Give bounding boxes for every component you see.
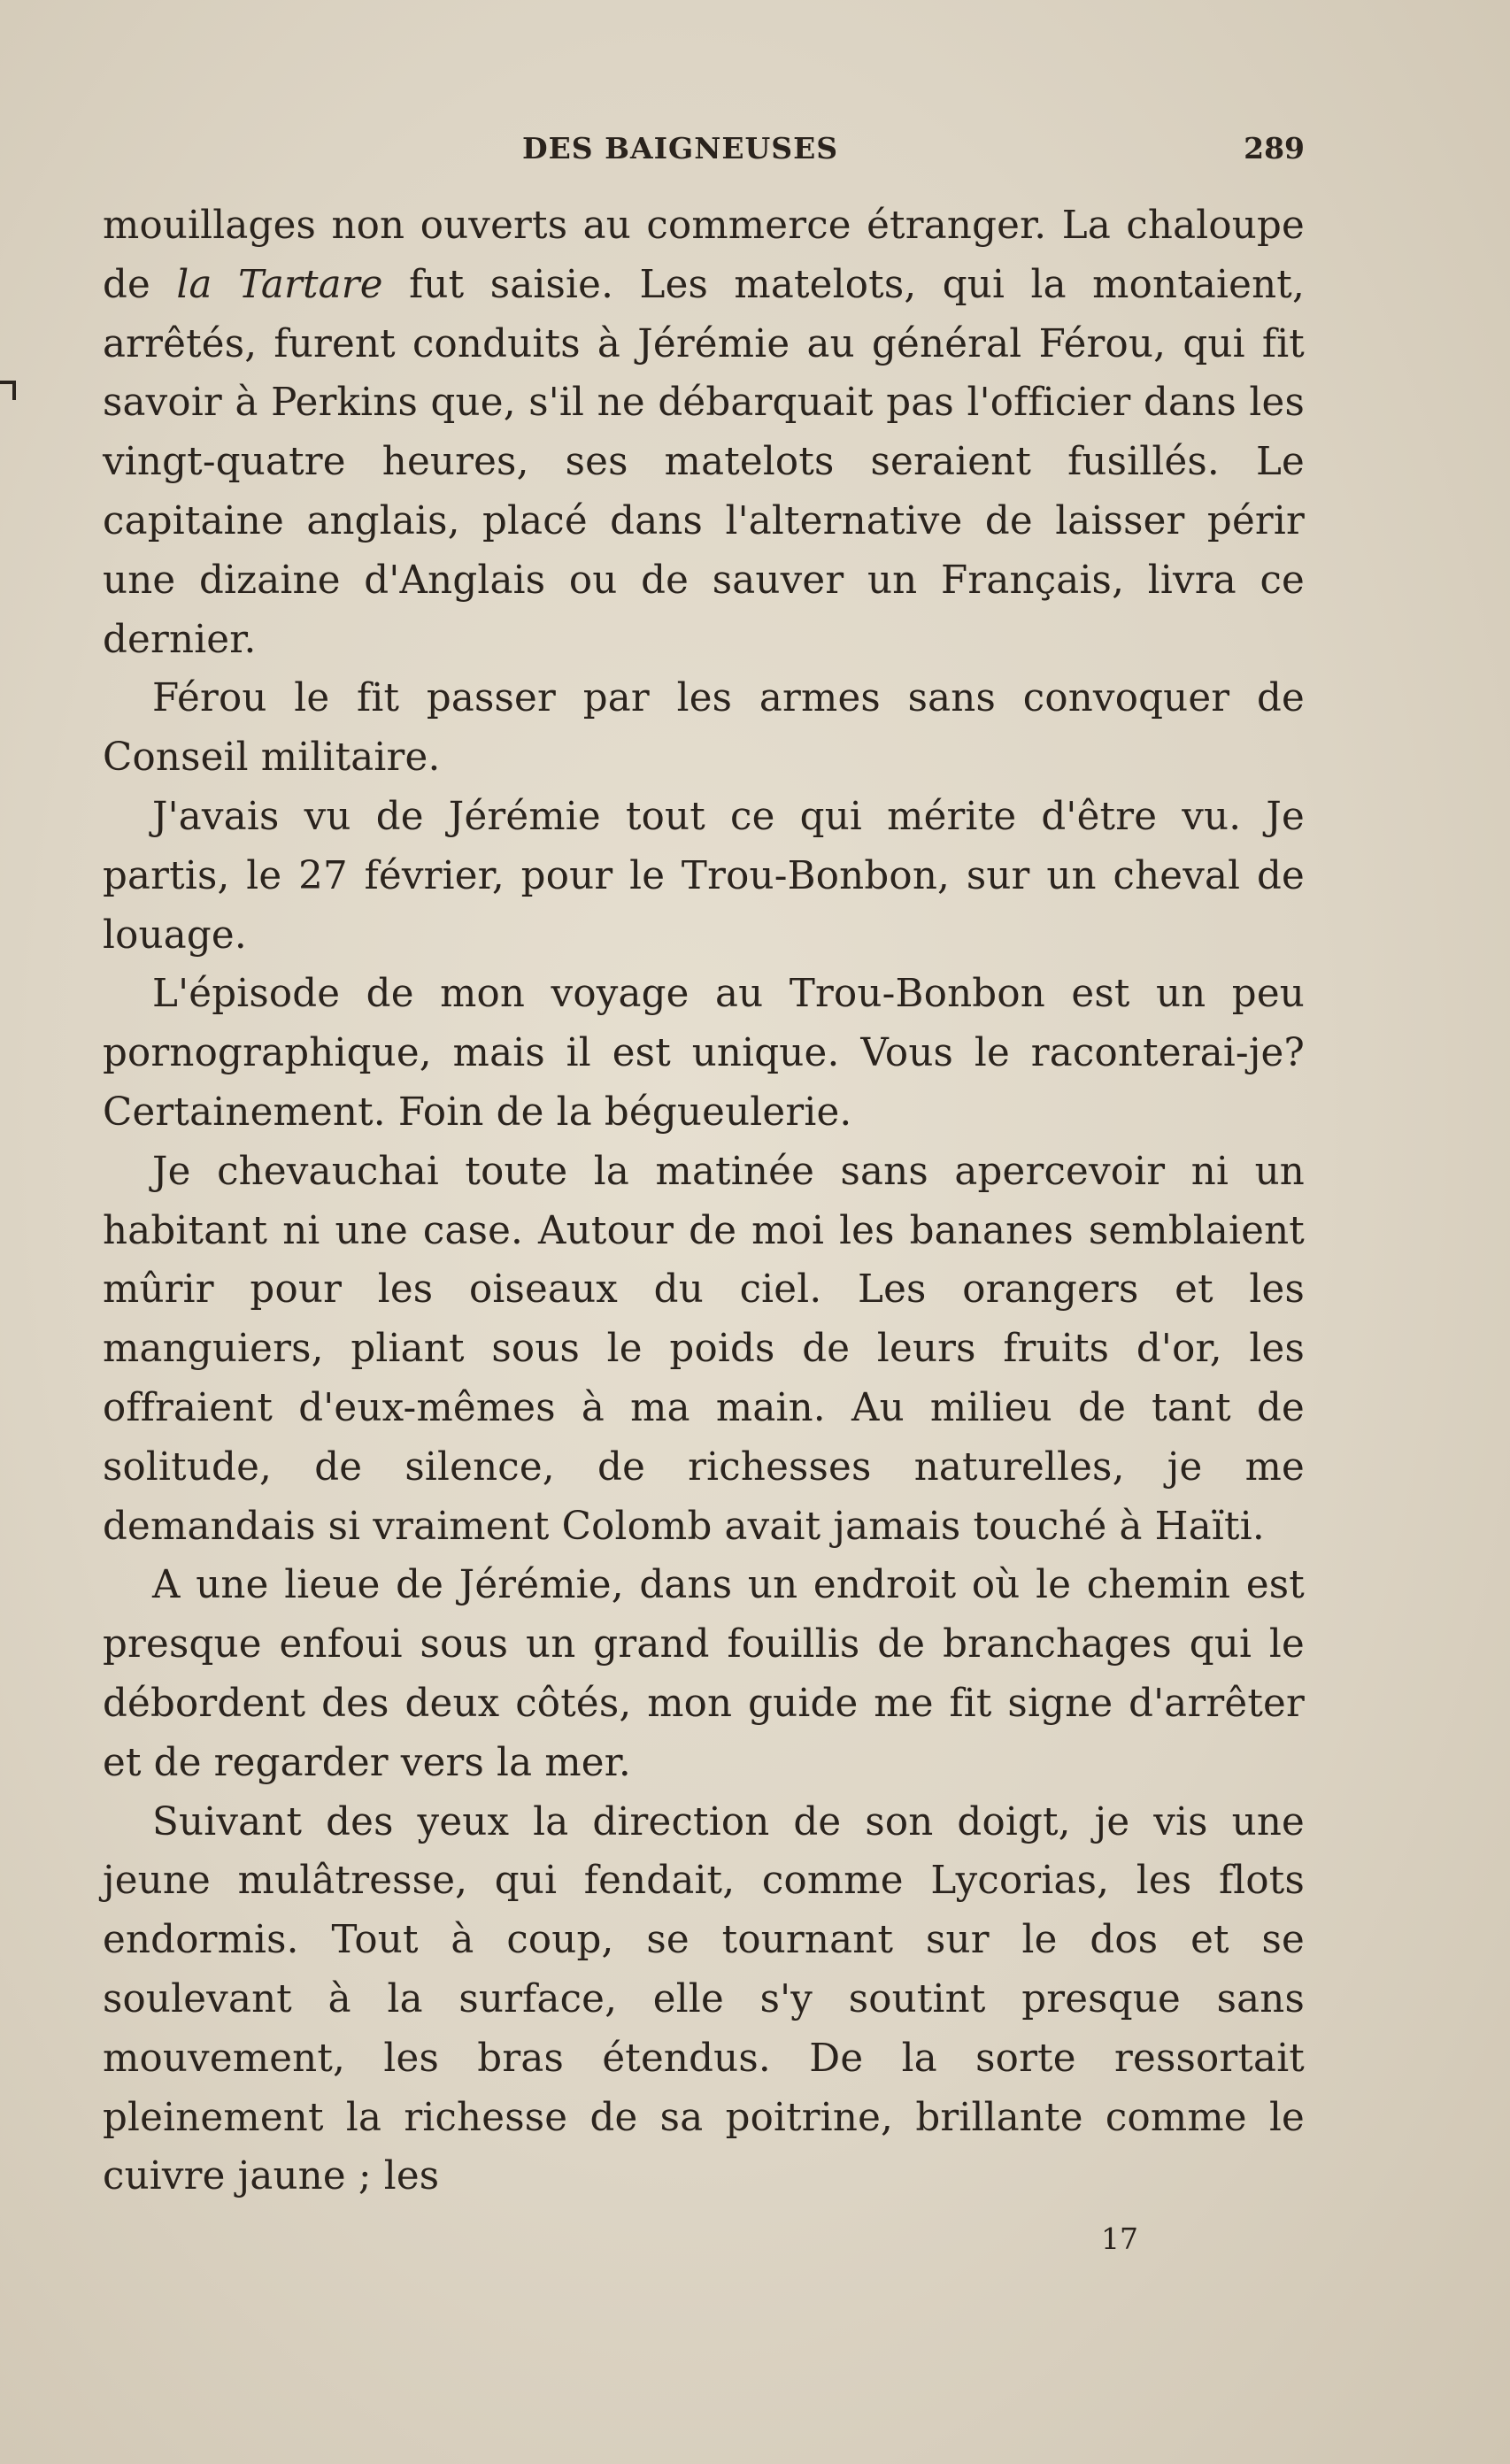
page-number: 289 [1244,131,1305,166]
paragraph: Férou le fit passer par les armes sans convoquer de Conseil militaire. [103,676,1305,781]
paragraph: Suivant des yeux la direction de son doigt, je vis une jeune mulâtresse, qui fendait, comme Lycorias, les flots endormis. Tout à coup, se tournant sur le dos et se soulevant à la surface, elle s'y soutint presque sans mouvement, les bras étendus. De la sorte ressortait pleinement la richesse de sa poitrine, brillante comme le cuivre jaune ; les [103,1799,1305,2199]
page-header [104,131,1305,175]
margin-mark [0,381,16,400]
paragraph: L'épisode de mon voyage au Trou-Bonbon est un peu pornographique, mais il est unique. Vous le raconterai-je? Certainement. Foin de la bégueulerie. [103,972,1305,1135]
body-text [103,196,1305,2206]
paragraph: mouillages non ouverts au commerce étranger. La chaloupe de la Tartare fut saisie. Les matelots, qui la montaient, arrêtés, furent conduits à Jérémie au général Férou, qui fit savoir à Perkins que, s'il ne débarquait pas l'officier dans les vingt-quatre heures, ses matelots seraient fusillés. Le capitaine anglais, placé dans l'alternative de laisser périr une dizaine d'Anglais ou de sauver un Français, livra ce dernier. [103,204,1305,662]
ship-name: la Tartare [176,262,383,307]
paragraph: A une lieue de Jérémie, dans un endroit où le chemin est presque enfoui sous un grand fouillis de branchages qui le débordent des deux côtés, mon guide me fit signe d'arrêter et de regarder vers la mer. [103,1563,1305,1785]
signature-mark: 17 [1101,2221,1138,2256]
paragraph: Je chevauchai toute la matinée sans apercevoir ni un habitant ni une case. Autour de moi les bananes semblaient mûrir pour les oiseaux du ciel. Les orangers et les manguiers, pliant sous le poids de leurs fruits d'or, les offraient d'eux-mêmes à ma main. Au milieu de tant de solitude, de silence, de richesses naturelles, je me demandais si vraiment Colomb avait jamais touché à Haïti. [103,1149,1305,1549]
running-title: DES BAIGNEUSES [522,131,839,166]
paragraph: J'avais vu de Jérémie tout ce qui mérite d'être vu. Je partis, le 27 février, pour le Trou-Bonbon, sur un cheval de louage. [103,794,1305,958]
